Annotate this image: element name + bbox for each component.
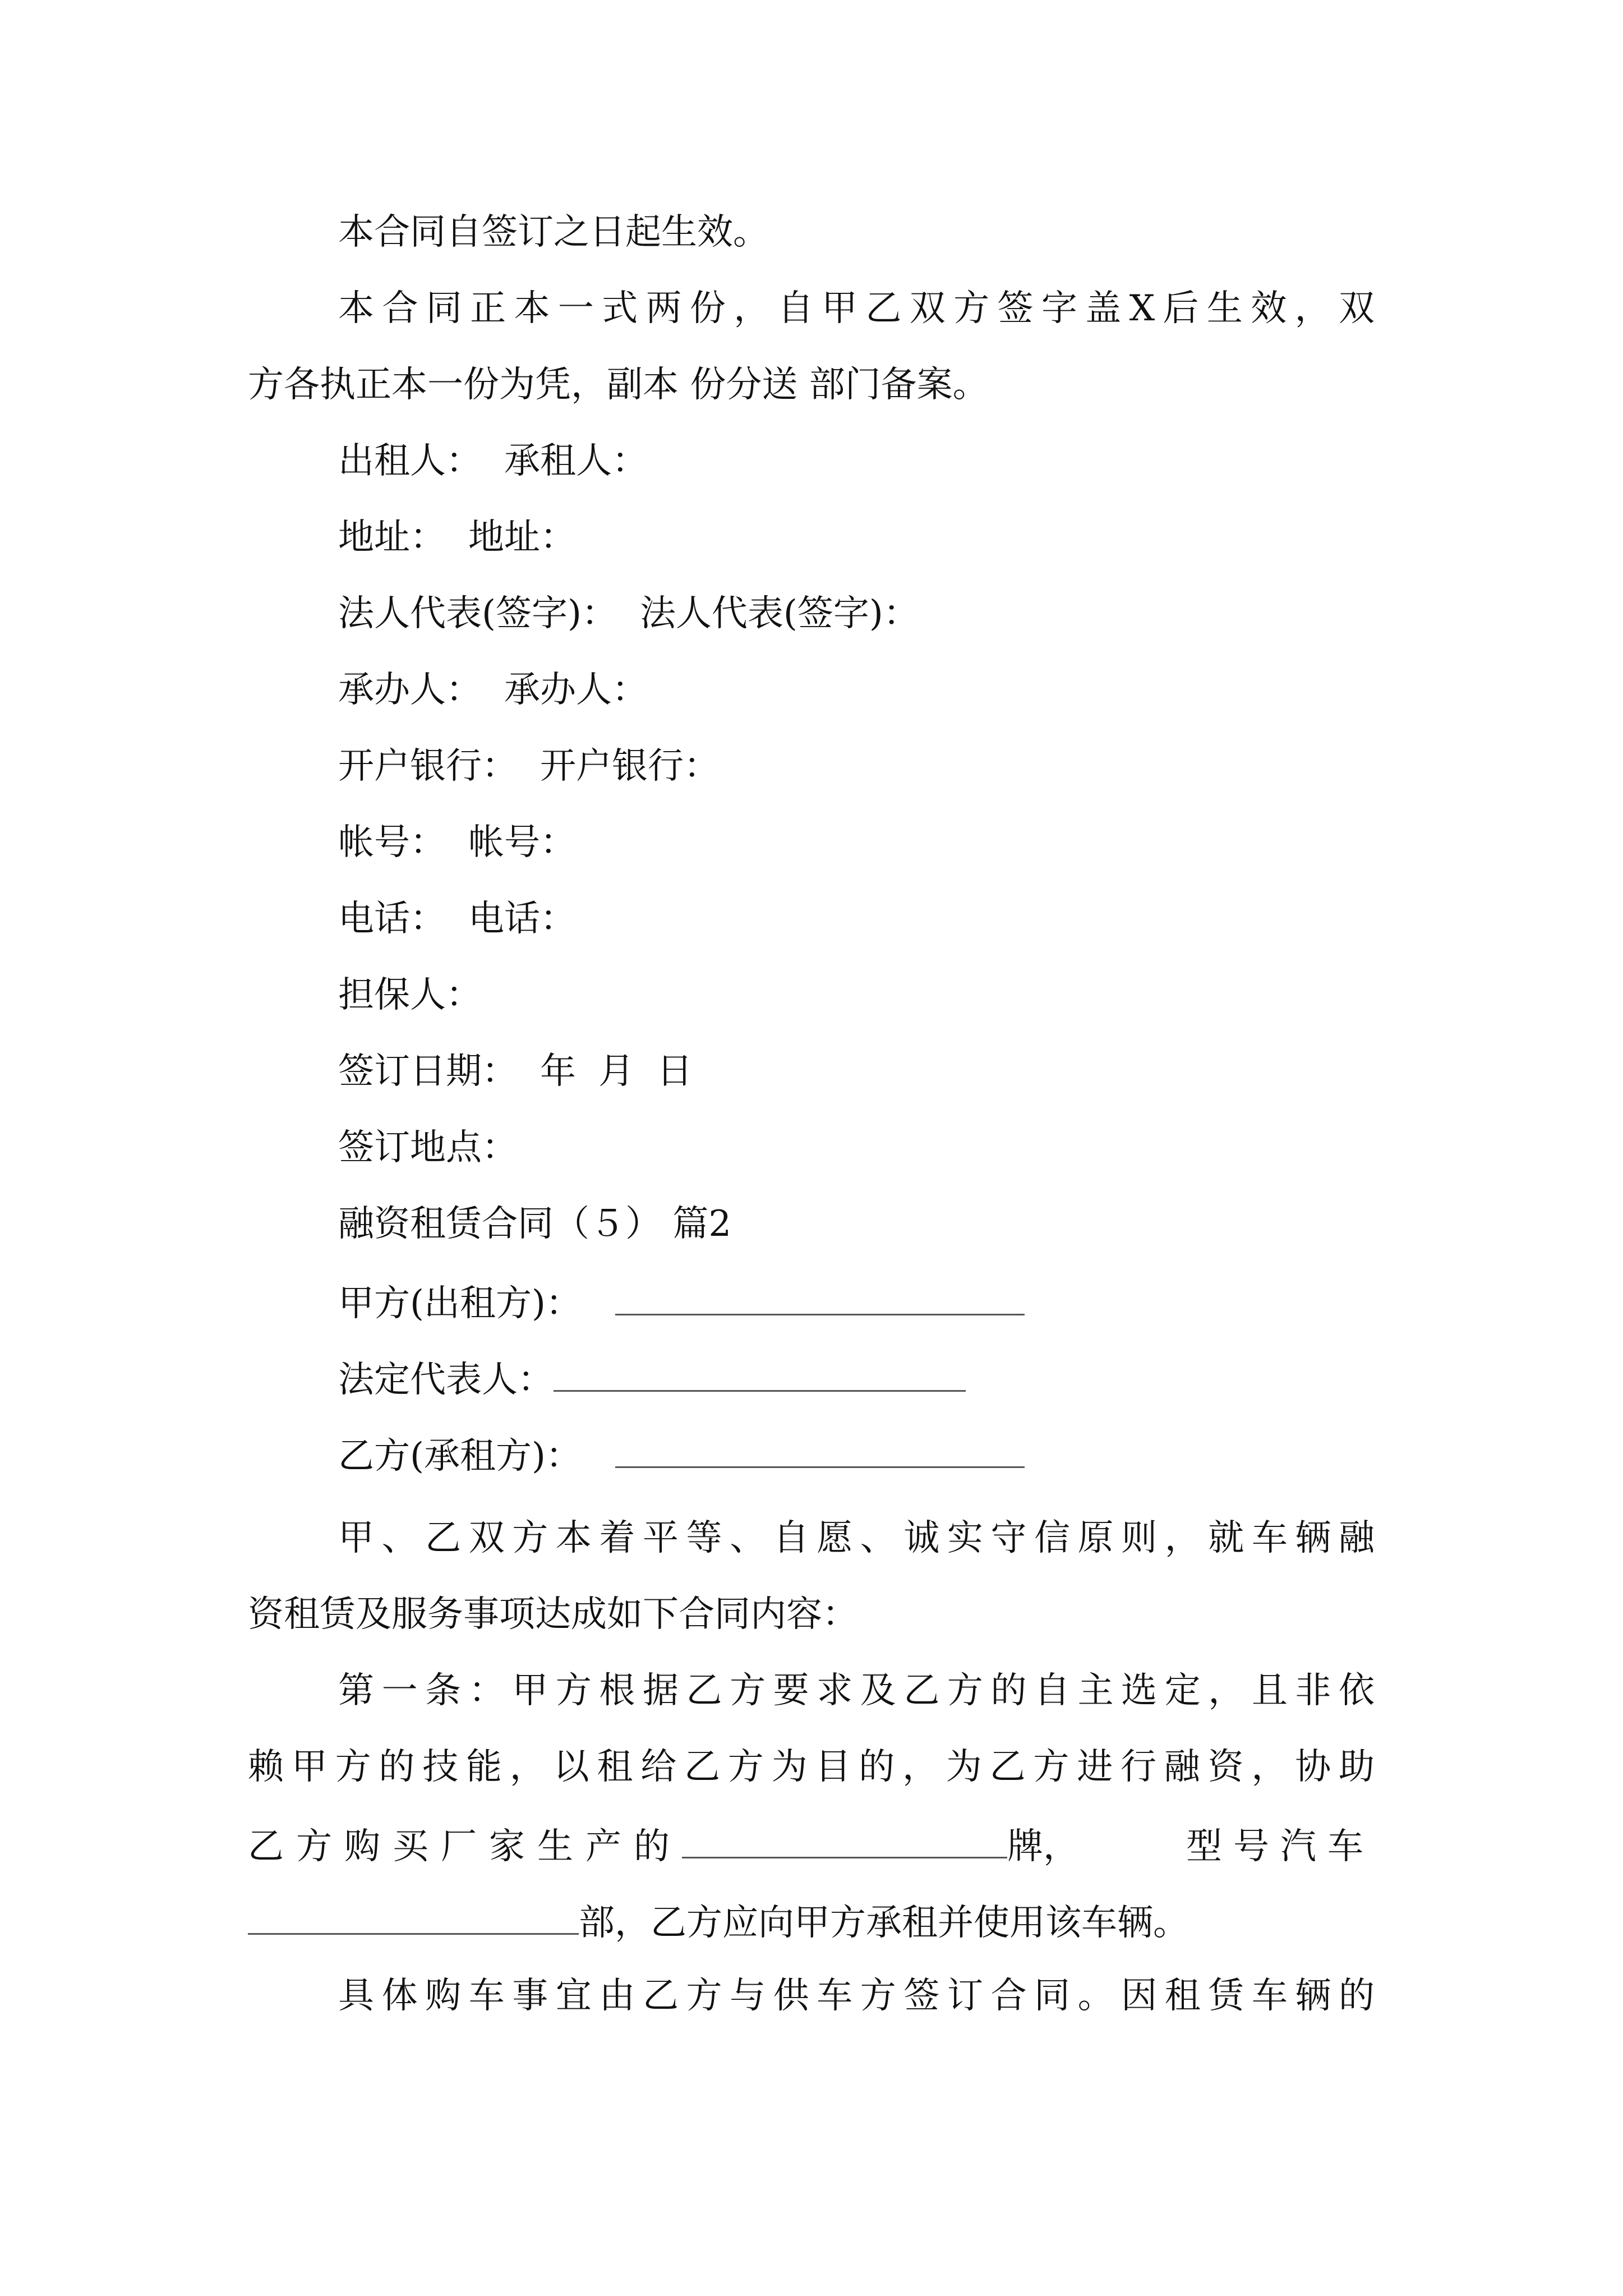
legal-representative-row — [338, 1359, 966, 1401]
party-b-row — [338, 1435, 1025, 1477]
preamble-line1: 甲、乙双方本着平等、自愿、诚实守信原则，就车辆融 — [338, 1517, 1375, 1559]
address-label-2: 地址： — [468, 517, 576, 558]
lessee-label: 承租人： — [504, 440, 648, 482]
purchase-details-line: 具体购车事宜由乙方与供车方签订合同。因租赁车辆的 — [338, 1975, 1375, 2017]
year-label: 年 — [540, 1051, 576, 1092]
account-row — [338, 822, 576, 863]
sign-date-row — [338, 1051, 693, 1092]
model-text: 型号汽车 — [1186, 1826, 1375, 1867]
phone-label-1: 电话： — [338, 898, 446, 940]
sign-date-label: 签订日期： — [338, 1051, 518, 1092]
account-label-1: 帐号： — [338, 822, 446, 863]
lessor-label: 出租人： — [338, 440, 482, 482]
quantity-text: 部，乙方应向甲方承租并使用该车辆。 — [579, 1902, 1189, 1944]
phone-row — [338, 898, 576, 940]
section-heading: 融资租赁合同（５） 篇2 — [338, 1203, 732, 1245]
guarantor-label: 担保人： — [338, 974, 482, 1016]
address-row — [338, 517, 576, 558]
clause-effective: 本合同自签订之日起生效。 — [338, 211, 769, 253]
quantity-blank — [248, 1902, 579, 1935]
lessor-lessee-row — [338, 440, 648, 482]
handler-label-2: 承办人： — [504, 669, 648, 711]
address-label-1: 地址： — [338, 517, 446, 558]
account-label-2: 帐号： — [468, 822, 576, 863]
article1-line4 — [248, 1902, 1189, 1944]
handler-label-1: 承办人： — [338, 669, 482, 711]
article1-line3 — [248, 1825, 1375, 1865]
bank-row — [338, 746, 720, 787]
bank-label-2: 开户银行： — [540, 746, 720, 787]
clause-copies-line2: 方各执正本一份为凭，副本 份分送 部门备案。 — [248, 364, 989, 406]
legal-representative-blank — [554, 1359, 966, 1392]
brand-suffix: 牌， — [1007, 1826, 1079, 1867]
party-b-blank — [615, 1435, 1025, 1468]
legal-rep-label-2: 法人代表(签字)： — [639, 593, 919, 634]
handler-row — [338, 669, 648, 711]
brand-blank — [682, 1825, 1007, 1858]
purchase-clause — [248, 1825, 1079, 1865]
preamble-line2: 资租赁及服务事项达成如下合同内容： — [248, 1594, 858, 1635]
legal-representative-label: 法定代表人： — [338, 1359, 554, 1401]
purchase-text: 乙方购买厂家生产的 — [248, 1826, 682, 1867]
party-a-row — [338, 1282, 1025, 1322]
party-b-label: 乙方(承租方)： — [338, 1435, 582, 1477]
sign-place-label: 签订地点： — [338, 1127, 518, 1168]
phone-label-2: 电话： — [468, 898, 576, 940]
party-a-label: 甲方(出租方)： — [338, 1283, 582, 1324]
month-label: 月 — [598, 1051, 634, 1092]
party-a-blank — [615, 1282, 1025, 1315]
day-label: 日 — [657, 1051, 693, 1092]
article1-line2: 赖甲方的技能，以租给乙方为目的，为乙方进行融资，协助 — [248, 1746, 1375, 1788]
legal-rep-label-1: 法人代表(签字)： — [338, 593, 617, 634]
legal-rep-row — [338, 593, 919, 634]
clause-copies-line1: 本合同正本一式两份，自甲乙双方签字盖X后生效，双 — [338, 288, 1375, 329]
bank-label-1: 开户银行： — [338, 746, 518, 787]
article1-line1: 第一条：甲方根据乙方要求及乙方的自主选定，且非依 — [338, 1670, 1375, 1711]
